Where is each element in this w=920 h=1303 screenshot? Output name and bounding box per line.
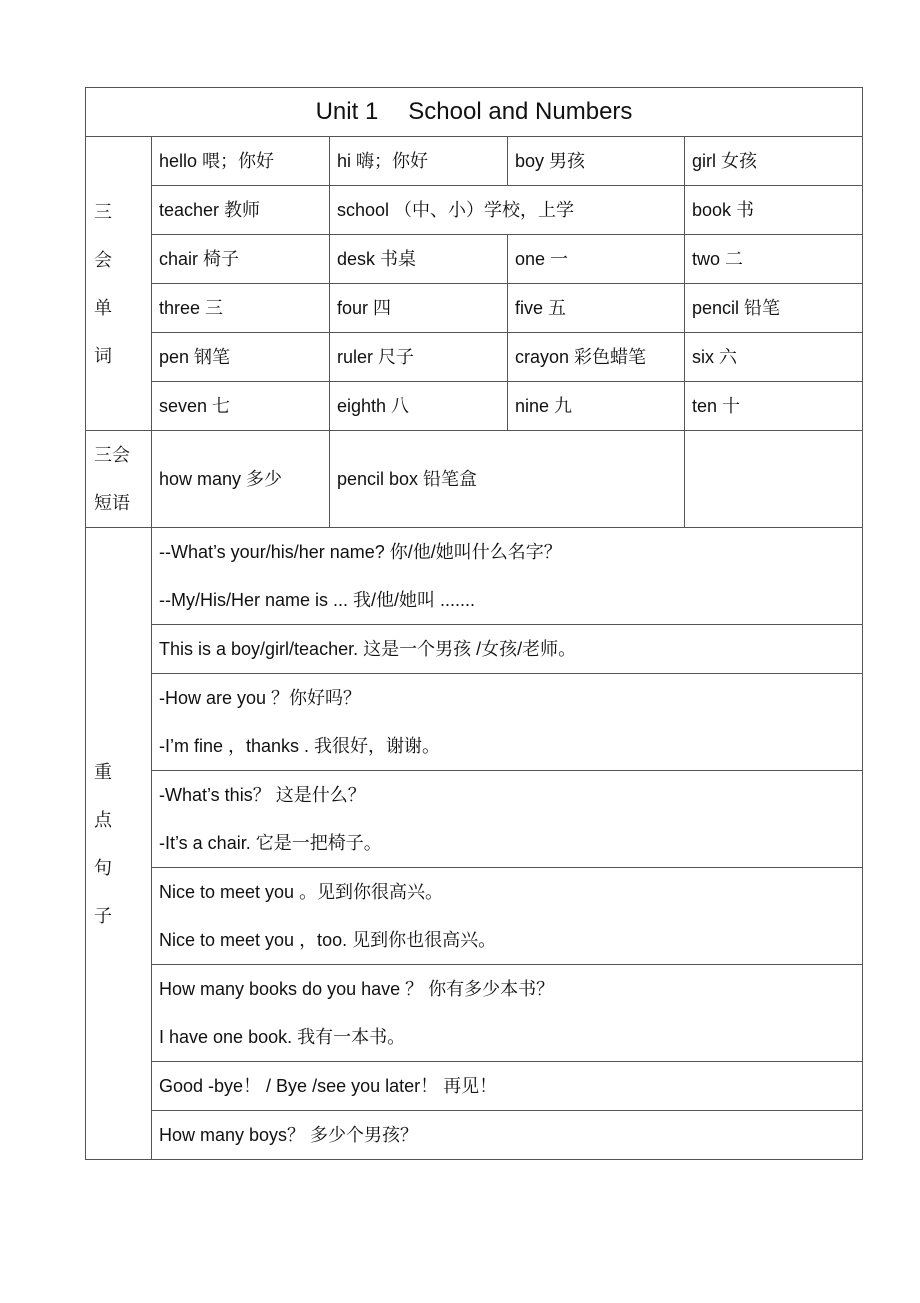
word-cell: eighth 八 — [330, 382, 508, 431]
word-cell: six 六 — [685, 333, 863, 382]
word-cell: hello 喂；你好 — [152, 137, 330, 186]
page-title — [86, 88, 863, 137]
word-cell: chair 椅子 — [152, 235, 330, 284]
sentences-category: 重 点 句 子 — [86, 528, 152, 1160]
sentence-line: -What’s this？ 这是什么？ — [159, 785, 366, 805]
word-cell: book 书 — [685, 186, 863, 235]
sentence-group — [152, 625, 863, 674]
word-cell: teacher 教师 — [152, 186, 330, 235]
word-cell: hi 嗨；你好 — [330, 137, 508, 186]
sentence-group — [152, 965, 863, 1062]
sentence-group — [152, 771, 863, 868]
unit-label: Unit 1 — [315, 98, 379, 125]
word-cell: five 五 — [508, 284, 685, 333]
sentence-line: Nice to meet you 。见到你很高兴。 — [159, 882, 444, 902]
sentence-group — [152, 674, 863, 771]
sentence-group — [152, 1111, 863, 1160]
word-cell: seven 七 — [152, 382, 330, 431]
word-cell: one 一 — [508, 235, 685, 284]
phrase-cell-empty — [685, 431, 863, 528]
vocab-table — [85, 87, 863, 1160]
phrases-category: 三会 短语 — [86, 431, 152, 528]
sentence-line: Good -bye！ / Bye /see you later！ 再见！ — [159, 1076, 498, 1096]
word-cell: desk 书桌 — [330, 235, 508, 284]
sentence-line: I have one book. 我有一本书。 — [159, 1027, 406, 1047]
word-cell: crayon 彩色蜡笔 — [508, 333, 685, 382]
word-cell: school （中、小）学校，上学 — [330, 186, 685, 235]
phrase-cell: how many 多少 — [152, 431, 330, 528]
word-cell: pencil 铅笔 — [685, 284, 863, 333]
sentence-line: -I’m fine ，thanks . 我很好，谢谢。 — [159, 736, 441, 756]
sentence-line: How many boys？ 多少个男孩？ — [159, 1125, 419, 1145]
word-cell: girl 女孩 — [685, 137, 863, 186]
word-cell: three 三 — [152, 284, 330, 333]
sentence-line: How many books do you have ？ 你有多少本书？ — [159, 979, 555, 999]
phrase-cell: pencil box 铅笔盒 — [330, 431, 685, 528]
word-cell: ruler 尺子 — [330, 333, 508, 382]
word-cell: boy 男孩 — [508, 137, 685, 186]
sentence-line: -It’s a chair. 它是一把椅子。 — [159, 833, 382, 853]
sentence-line: Nice to meet you ，too. 见到你也很高兴。 — [159, 930, 497, 950]
word-cell: pen 钢笔 — [152, 333, 330, 382]
sentence-line: -How are you ？你好吗？ — [159, 688, 362, 708]
sentence-group — [152, 1062, 863, 1111]
word-cell: four 四 — [330, 284, 508, 333]
word-cell: ten 十 — [685, 382, 863, 431]
words-category: 三 会 单 词 — [86, 137, 152, 431]
word-cell: nine 九 — [508, 382, 685, 431]
sentence-group — [152, 868, 863, 965]
word-cell: two 二 — [685, 235, 863, 284]
sentence-group — [152, 528, 863, 625]
sentence-line: --What’s your/his/her name? 你/他/她叫什么名字？ — [159, 542, 562, 562]
sentence-line: This is a boy/girl/teacher. 这是一个男孩 /女孩/老师。 — [159, 639, 577, 659]
sentence-line: --My/His/Her name is ... 我/他/她叫 ....... — [159, 590, 476, 610]
unit-topic: School and Numbers — [408, 98, 633, 125]
